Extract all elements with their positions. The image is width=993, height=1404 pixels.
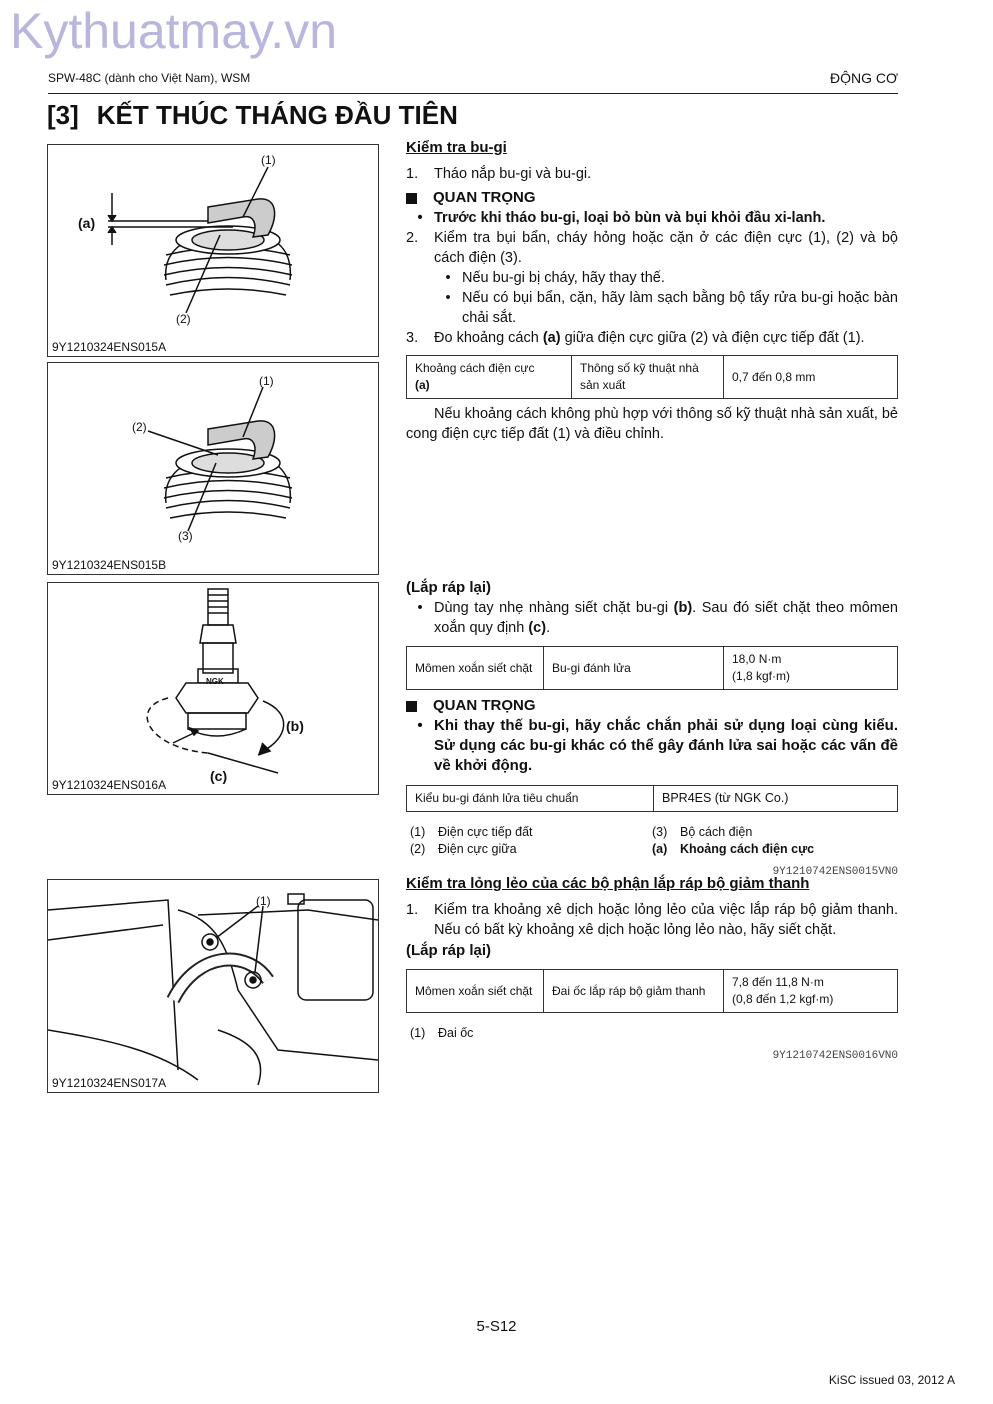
bullet-icon: • (417, 600, 423, 616)
figure3-caption: 9Y1210324ENS016A (52, 778, 167, 792)
document-code: 9Y1210742ENS0016VN0 (772, 1050, 898, 1062)
step-number: 1. (406, 902, 419, 918)
step-number: 3. (406, 330, 419, 346)
legend-key: (2) (410, 842, 426, 856)
legend-item (406, 1025, 898, 1042)
figure3-label-b: (b) (286, 718, 304, 734)
subitem-text: Nếu bu-gi bị cháy, hãy thay thế. (462, 270, 665, 286)
section-muffler-check (406, 874, 898, 1066)
page-title (47, 100, 458, 131)
spark-plug-gap-illustration (48, 145, 378, 356)
figure1-label-2: (2) (176, 312, 191, 326)
bullet-text-part: . Sau đó siết chặt theo mômen xoắn quy định (434, 600, 898, 636)
legend-value: Khoảng cách điện cực (680, 842, 815, 856)
figure-muffler-nuts (47, 879, 379, 1093)
important-label: QUAN TRỌNG (433, 189, 536, 206)
step3-text-pre: Đo khoảng cách (434, 330, 543, 346)
legend-value: Điện cực tiếp đất (438, 825, 533, 839)
figure4-caption: 9Y1210324ENS017A (52, 1076, 167, 1090)
section3-reassembly-heading: (Lắp ráp lại) (406, 942, 492, 959)
section2-heading: (Lắp ráp lại) (406, 579, 492, 596)
document-code: 9Y1210742ENS0015VN0 (772, 866, 898, 878)
legend-item (652, 824, 898, 841)
table-cell: Thông số kỹ thuật nhà sản xuất (572, 356, 724, 399)
legend-value: Bộ cách điện (680, 825, 753, 839)
figure3-label-ngk: NGK (206, 677, 224, 686)
section1-note: Nếu khoảng cách không phù hợp với thông số kỹ thuật nhà sản xuất, bẻ cong điện cực tiếp đất (1) và điều chỉnh. (406, 406, 898, 442)
section-spark-plug-check (406, 138, 898, 444)
figure2-label-1: (1) (259, 374, 274, 388)
section1-step2 (406, 228, 898, 268)
standard-spark-plug-table (406, 785, 898, 812)
table-row (407, 356, 898, 399)
header-manual-title: SPW-48C (dành cho Việt Nam), WSM (48, 71, 251, 85)
figure2-label-3: (3) (178, 529, 193, 543)
important-label: QUAN TRỌNG (433, 697, 536, 714)
important-bullet (406, 208, 898, 228)
table-cell: Kiểu bu-gi đánh lửa tiêu chuẩn (407, 786, 654, 812)
figure-spark-plug-gap (47, 144, 379, 357)
important-notice (406, 696, 898, 716)
section1-heading: Kiểm tra bu-gi (406, 139, 507, 156)
important-square-icon (406, 193, 417, 204)
bullet-icon: • (445, 290, 451, 306)
bullet-icon: • (417, 210, 423, 226)
section3-heading: Kiểm tra lỏng lẻo của các bộ phận lắp ráp bộ giảm thanh (406, 875, 810, 892)
table-cell: Mômen xoắn siết chặt (407, 970, 544, 1013)
section2-bullet (406, 598, 898, 638)
figure2-label-2: (2) (132, 420, 147, 434)
torque-value-alt: (0,8 đến 1,2 kgf·m) (732, 992, 834, 1006)
header-section-name: ĐỘNG CƠ (829, 70, 898, 86)
table-cell (724, 970, 898, 1013)
torque-value-alt: (1,8 kgf·m) (732, 669, 791, 683)
figure1-label-1: (1) (261, 153, 276, 167)
legend-item (652, 841, 898, 858)
step3-text-post: giữa điện cực giữa (2) và điện cực tiếp đất (1). (560, 330, 865, 346)
bullet-icon: • (417, 717, 423, 734)
section1-step3 (406, 328, 898, 348)
gap-label-code: (a) (415, 378, 430, 392)
bullet-text (434, 598, 898, 638)
table-cell: 0,7 đến 0,8 mm (724, 356, 898, 399)
table-cell (407, 356, 572, 399)
legend-key: (a) (652, 842, 668, 856)
step-text: Tháo nắp bu-gi và bu-gi. (434, 166, 592, 182)
table-cell: Mômen xoắn siết chặt (407, 647, 544, 690)
step-text: Kiểm tra bụi bẩn, cháy hỏng hoặc cặn ở các điện cực (1), (2) và bộ cách điện (3). (434, 230, 898, 266)
figure2-caption: 9Y1210324ENS015B (52, 558, 167, 572)
issue-info: KiSC issued 03, 2012 A (828, 1373, 955, 1387)
figure-spark-plug-electrodes (47, 362, 379, 575)
figure3-label-c: (c) (210, 768, 228, 784)
figure-legend (406, 1025, 898, 1042)
figure-spark-plug-tightening (47, 582, 379, 795)
figure4-label-1: (1) (256, 894, 271, 908)
step-number: 2. (406, 230, 419, 246)
legend-value: Điện cực giữa (438, 842, 517, 856)
table-row (407, 970, 898, 1013)
bullet-text-bold: (c) (528, 620, 547, 636)
step-number: 1. (406, 166, 419, 182)
legend-item (406, 841, 652, 858)
torque-value: 18,0 N·m (732, 652, 782, 666)
table-cell: Bu-gi đánh lửa (544, 647, 724, 690)
bullet-text-bold: (b) (673, 600, 693, 616)
legend-key: (1) (410, 825, 426, 839)
bullet-text-part: . (546, 620, 551, 636)
section3-step1 (406, 900, 898, 940)
step-text: Kiểm tra khoảng xê dịch hoặc lỏng lẻo của việc lắp ráp bộ giảm thanh. Nếu có bất kỳ khoảng xê dịch hoặc lỏng lẻo nào, hãy siết chặt. (434, 902, 898, 938)
electrode-gap-spec-table (406, 355, 898, 399)
muffler-assembly-illustration (48, 880, 378, 1092)
header-divider (48, 93, 898, 94)
bullet-text-part: Dùng tay nhẹ nhàng siết chặt bu-gi (434, 600, 674, 616)
important-bullet (406, 716, 898, 776)
legend-key: (3) (652, 825, 668, 839)
title-number: [3] (47, 100, 79, 130)
table-row (407, 786, 898, 812)
step3-text-bold: (a) (542, 330, 561, 346)
title-text: KẾT THÚC THÁNG ĐẦU TIÊN (96, 100, 458, 130)
table-row (407, 647, 898, 690)
important-bullet-text: Khi thay thế bu-gi, hãy chắc chắn phải sử dụng loại cùng kiểu. Sử dụng các bu-gi khác có thể gây đánh lửa sai hoặc các vấn đề về khởi động. (434, 717, 898, 774)
important-bullet-text: Trước khi tháo bu-gi, loại bỏ bùn và bụi khỏi đầu xi-lanh. (434, 210, 826, 226)
spark-plug-electrodes-illustration (48, 363, 378, 574)
section1-step1 (406, 164, 898, 184)
table-cell: BPR4ES (từ NGK Co.) (654, 786, 898, 812)
legend-value: Đai ốc (438, 1026, 474, 1040)
legend-key: (1) (410, 1026, 426, 1040)
watermark-logo: Kythuatmay.vn (10, 3, 338, 59)
spark-plug-torque-table (406, 646, 898, 690)
torque-value: 7,8 đến 11,8 N·m (732, 975, 824, 989)
figure-legend (406, 824, 898, 858)
table-cell (724, 647, 898, 690)
table-cell: Đai ốc lắp ráp bộ giảm thanh (544, 970, 724, 1013)
important-square-icon (406, 701, 417, 712)
step2-subitem (406, 288, 898, 328)
step2-subitem (406, 268, 898, 288)
bullet-icon: • (445, 270, 451, 286)
figure1-caption: 9Y1210324ENS015A (52, 340, 167, 354)
important-notice (406, 188, 898, 208)
subitem-text: Nếu có bụi bẩn, cặn, hãy làm sạch bằng bộ tẩy rửa bu-gi hoặc bàn chải sắt. (462, 290, 898, 326)
legend-item (406, 824, 652, 841)
page-number: 5-S12 (476, 1318, 517, 1335)
step-text (434, 328, 865, 348)
figure1-label-a: (a) (78, 215, 96, 231)
spark-plug-torque-illustration (48, 583, 378, 794)
gap-label: Khoảng cách điện cực (415, 361, 535, 375)
section-reassembly (406, 578, 898, 882)
muffler-torque-table (406, 969, 898, 1013)
